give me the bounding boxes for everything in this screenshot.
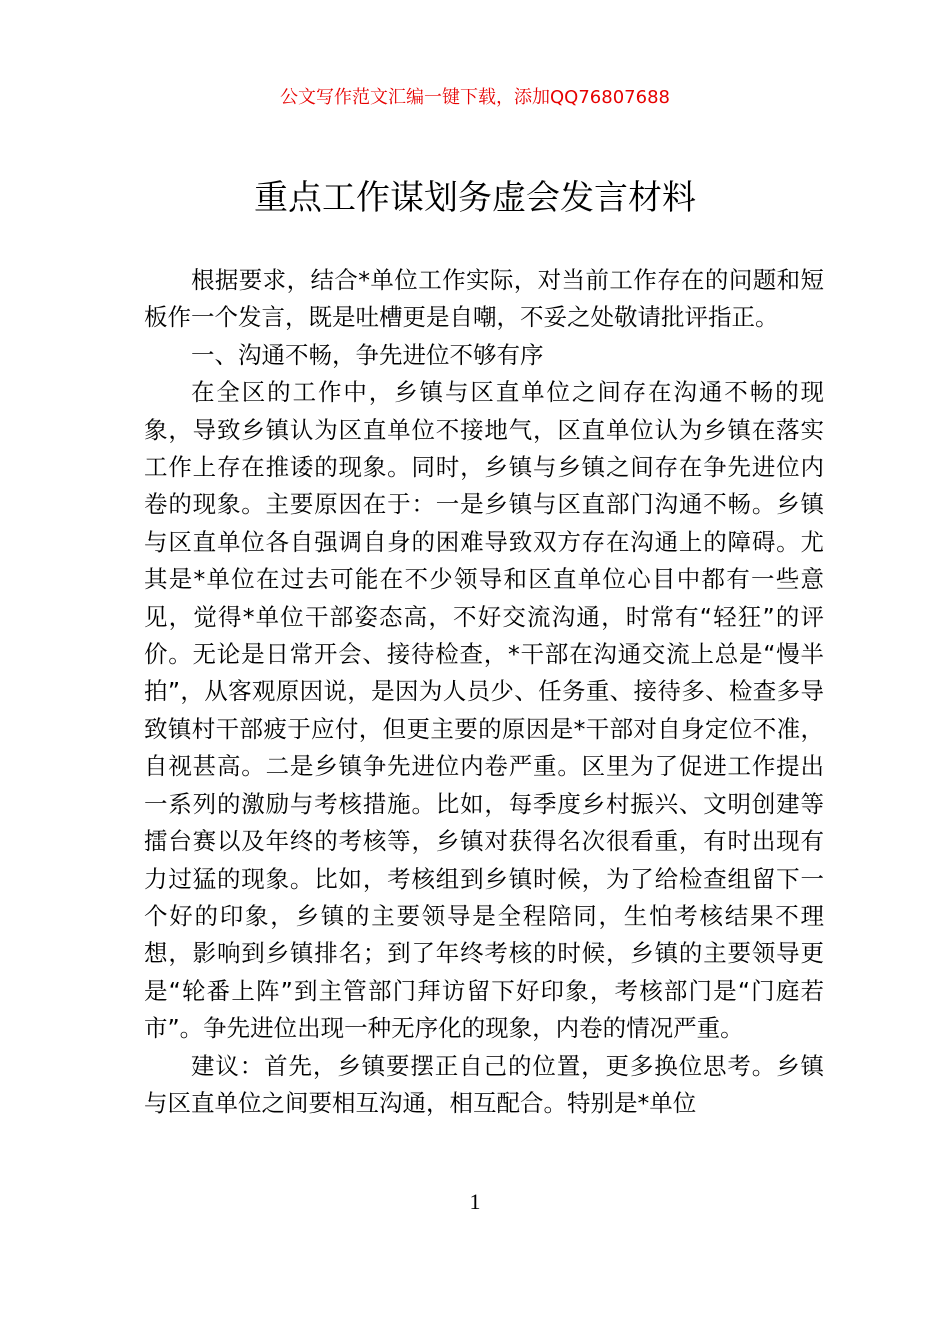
suggestion-paragraph: 建议：首先，乡镇要摆正自己的位置，更多换位思考。乡镇与区直单位之间要相互沟通，相互配合。特别是*单位	[144, 1051, 824, 1117]
body-paragraph: 在全区的工作中，乡镇与区直单位之间存在沟通不畅的现象，导致乡镇认为区直单位不接地气，区直单位认为乡镇在落实工作上存在推诿的现象。同时，乡镇与乡镇之间存在争先进位内卷的现象。主要原因在于：一是乡镇与区直部门沟通不畅。乡镇与区直单位各自强调自身的困难导致双方存在沟通上的障碍。尤其是*单位在过去可能在不少领导和区直单位心目中都有一些意见，觉得*单位干部姿态高，不好交流沟通，时常有“轻狂”的评价。无论是日常开会、接待检查，*干部在沟通交流上总是“慢半拍”，从客观原因说，是因为人员少、任务重、接待多、检查多导致镇村干部疲于应付，但更主要的原因是*干部对自身定位不准，自视甚高。二是乡镇争先进位内卷严重。区里为了促进工作提出一系列的激励与考核措施。比如，每季度乡村振兴、文明创建等擂台赛以及年终的考核等，乡镇对获得名次很看重，有时出现有力过猛的现象。比如，考核组到乡镇时候，为了给检查组留下一个好的印象，乡镇的主要领导是全程陪同，生怕考核结果不理想，影响到乡镇排名；到了年终考核的时候，乡镇的主要领导更是“轮番上阵”到主管部门拜访留下好印象，考核部门是“门庭若市”。争先进位出现一种无序化的现象，内卷的情况严重。	[144, 378, 824, 1043]
page-number: 1	[469, 1189, 481, 1214]
document-body	[144, 262, 824, 1122]
header-banner: 公文写作范文汇编一键下载，添加QQ76807688	[280, 87, 670, 108]
document-title: 重点工作谋划务虚会发言材料	[254, 178, 696, 218]
intro-paragraph: 根据要求，结合*单位工作实际，对当前工作存在的问题和短板作一个发言，既是吐槽更是自嘲，不妥之处敬请批评指正。	[144, 266, 824, 332]
section-heading: 一、沟通不畅，争先进位不够有序	[191, 340, 544, 369]
